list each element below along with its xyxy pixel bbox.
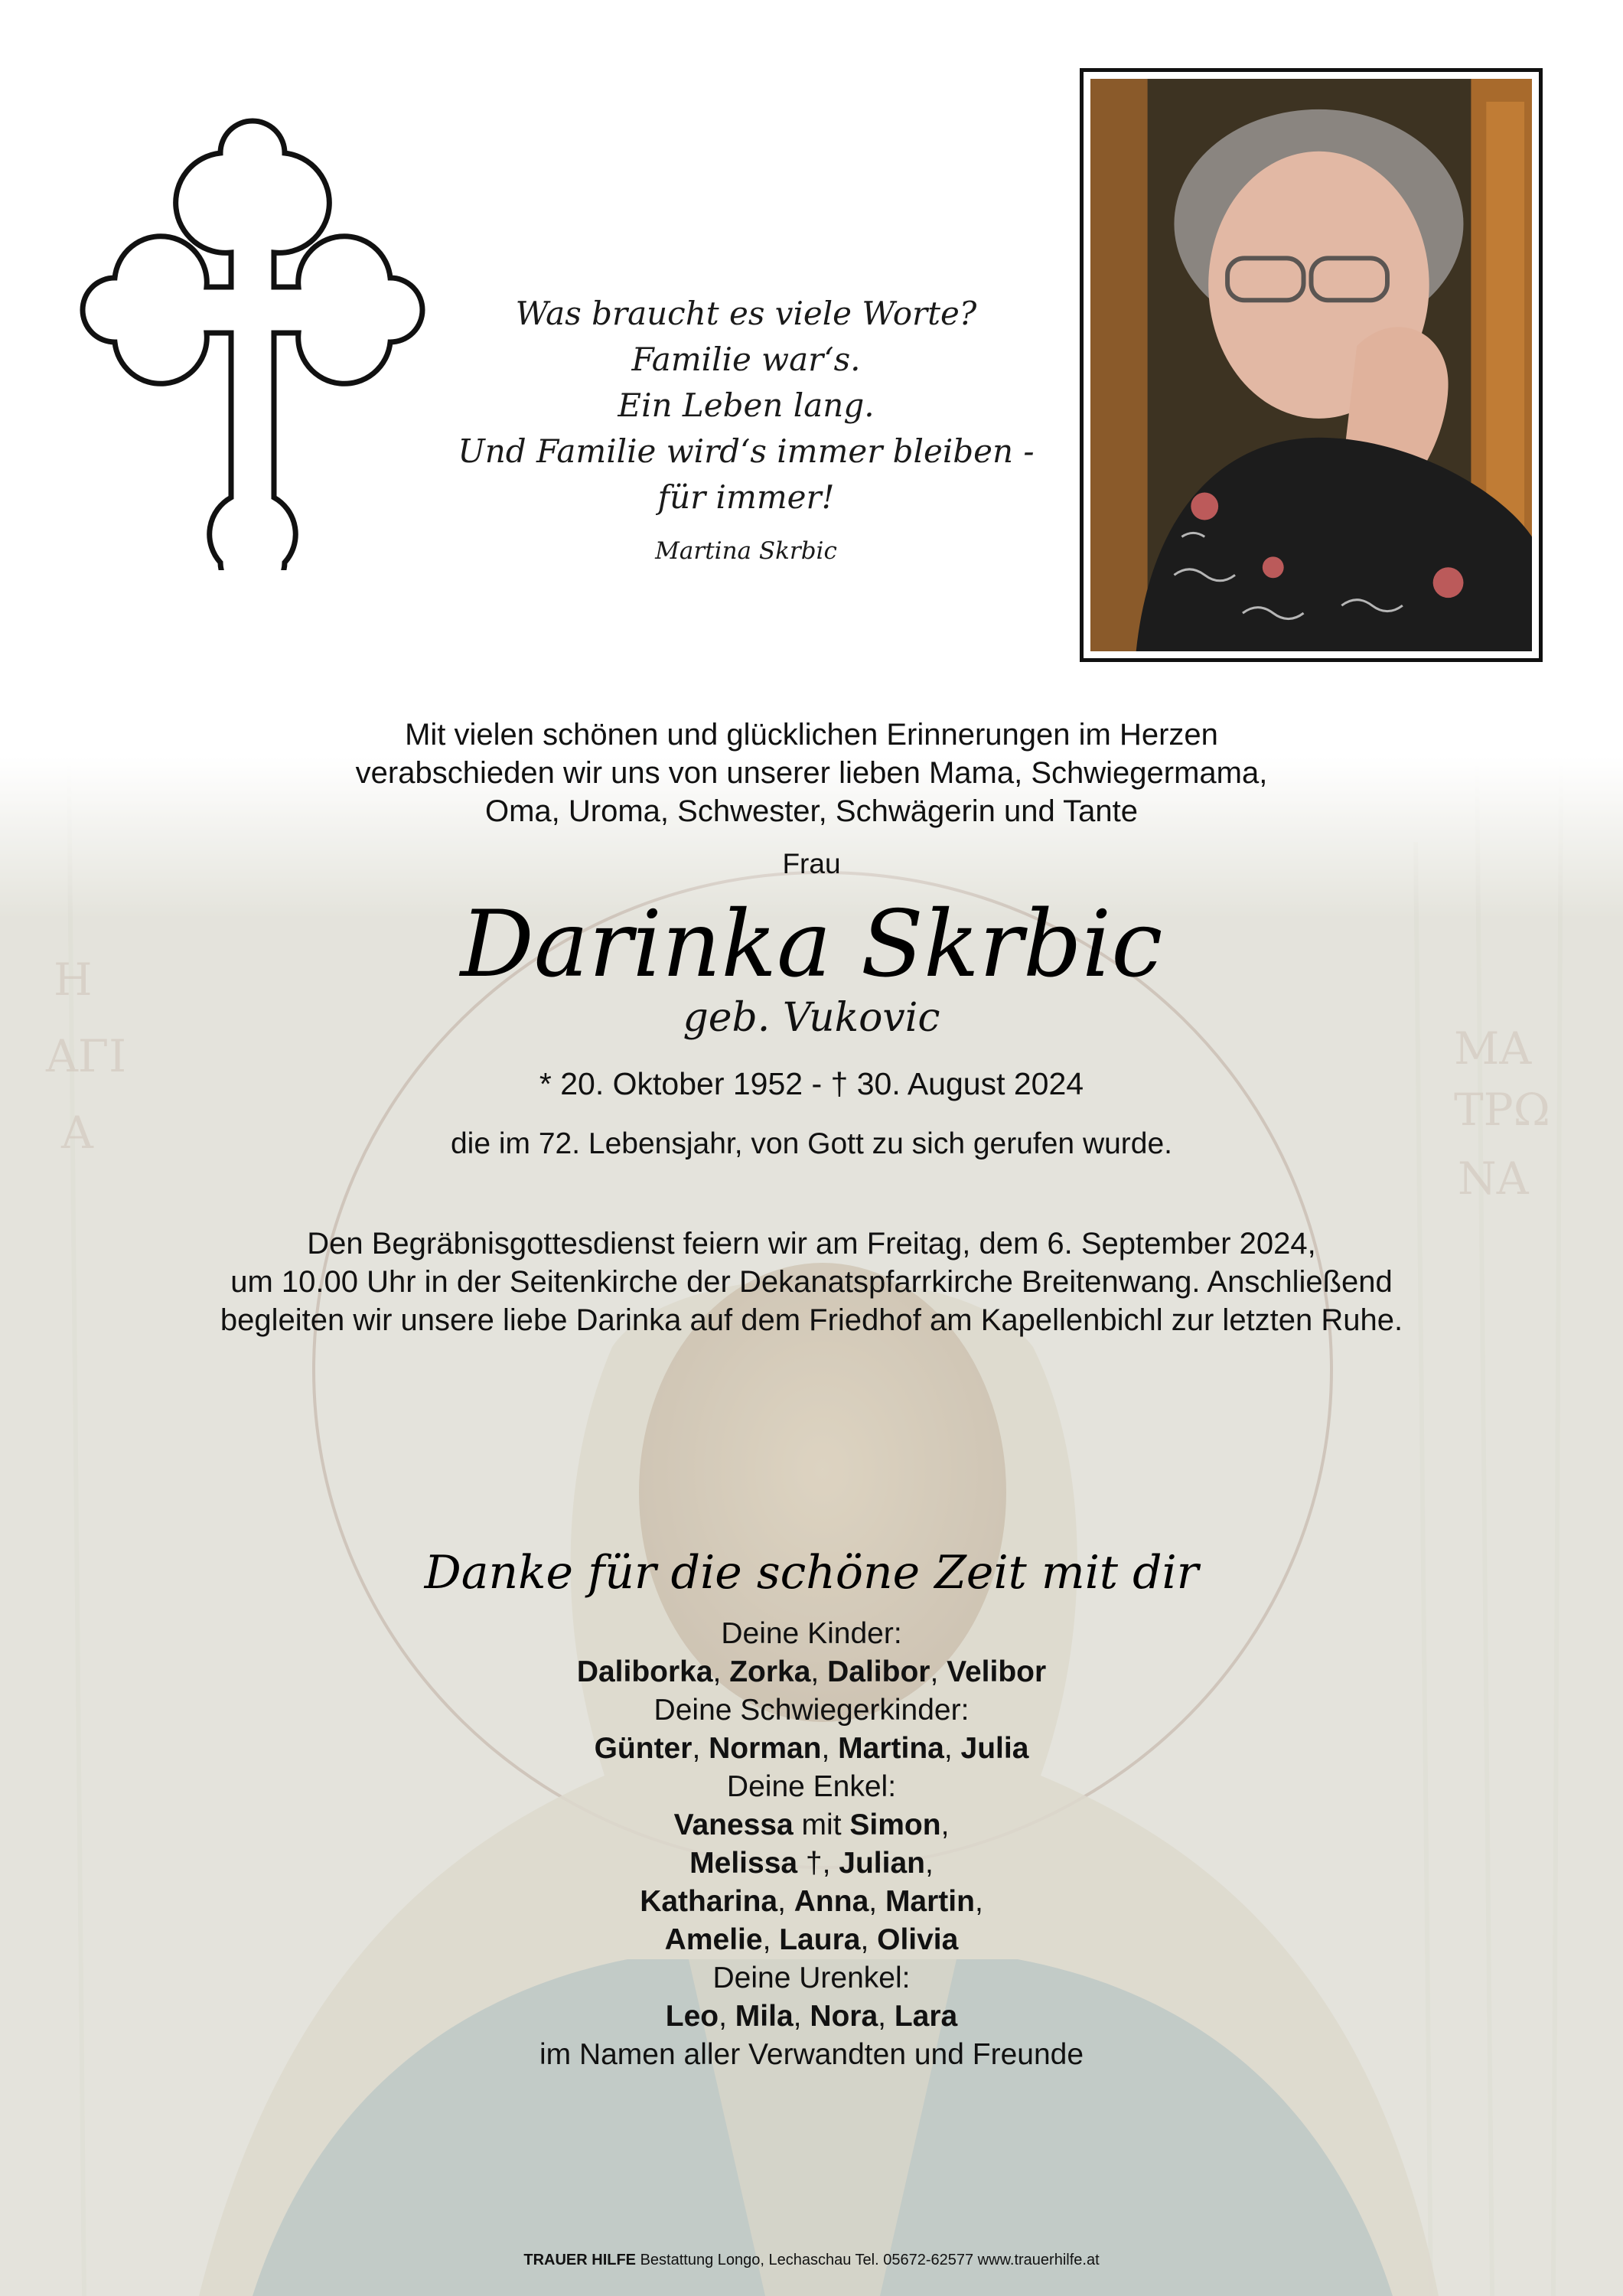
cross-icon bbox=[77, 111, 429, 570]
children-in-law-label: Deine Schwiegerkinder: bbox=[653, 1694, 970, 1727]
deceased-cross: †, bbox=[797, 1847, 839, 1880]
connector: mit bbox=[793, 1808, 850, 1841]
grandchildren-label: Deine Enkel: bbox=[726, 1770, 897, 1803]
footer bbox=[0, 2252, 1623, 2269]
grandchildren-row: Vanessa mit Simon, bbox=[673, 1808, 950, 1841]
name: Lara bbox=[894, 2000, 958, 2033]
life-dates: * 20. Oktober 1952 - † 30. August 2024 bbox=[539, 1066, 1084, 1101]
quote-line: Ein Leben lang. bbox=[618, 386, 875, 424]
great-grandchildren-label: Deine Urenkel: bbox=[712, 1962, 911, 1994]
name: Julia bbox=[960, 1732, 1029, 1765]
name: Katharina bbox=[640, 1885, 778, 1918]
service-line: begleiten wir unsere liebe Darinka auf dem Friedhof am Kapellenbichl zur letzten Ruhe. bbox=[220, 1303, 1403, 1337]
children-names: Daliborka, Zorka, Dalibor, Velibor bbox=[576, 1655, 1047, 1688]
quote-line: Was braucht es viele Worte? bbox=[515, 295, 977, 332]
great-grandchildren-names: Leo, Mila, Nora, Lara bbox=[665, 2000, 958, 2033]
name: Martin bbox=[885, 1885, 975, 1918]
name: Olivia bbox=[877, 1923, 959, 1956]
grandchildren-row: Melissa †, Julian, bbox=[689, 1847, 934, 1880]
name: Günter bbox=[594, 1732, 693, 1765]
name: Vanessa bbox=[673, 1808, 794, 1841]
name: Amelie bbox=[664, 1923, 763, 1956]
intro-line: Oma, Uroma, Schwester, Schwägerin und Tante bbox=[484, 794, 1138, 828]
portrait-photo bbox=[1090, 79, 1532, 651]
portrait-photo-frame bbox=[1080, 68, 1543, 662]
footer-text: Bestattung Longo, Lechaschau Tel. 05672-62577 www.trauerhilfe.at bbox=[636, 2252, 1100, 2268]
quote-line: für immer! bbox=[657, 478, 835, 516]
age-text: die im 72. Lebensjahr, von Gott zu sich gerufen wurde. bbox=[450, 1127, 1173, 1160]
thanks-heading: Danke für die schöne Zeit mit dir bbox=[424, 1546, 1199, 1600]
name: Melissa bbox=[689, 1847, 798, 1880]
salutation: Frau bbox=[782, 848, 841, 879]
service-line: um 10.00 Uhr in der Seitenkirche der Dekanatspfarrkirche Breitenwang. Anschließend bbox=[230, 1265, 1393, 1299]
intro-text bbox=[153, 716, 1470, 830]
name: Velibor bbox=[947, 1655, 1047, 1688]
family-list bbox=[0, 1615, 1623, 2074]
grandchildren-row: Amelie, Laura, Olivia bbox=[664, 1923, 959, 1956]
memorial-quote bbox=[429, 291, 1064, 565]
deceased-name: Darinka Skrbic bbox=[460, 892, 1163, 998]
name: Julian bbox=[839, 1847, 925, 1880]
quote-line: Familie war‘s. bbox=[631, 341, 861, 378]
name: Laura bbox=[779, 1923, 861, 1956]
intro-line: Mit vielen schönen und glücklichen Erinnerungen im Herzen bbox=[405, 718, 1218, 752]
service-line: Den Begräbnisgottesdienst feiern wir am Freitag, dem 6. September 2024, bbox=[307, 1227, 1316, 1261]
name: Zorka bbox=[729, 1655, 811, 1688]
quote-line: Und Familie wird‘s immer bleiben - bbox=[458, 432, 1035, 470]
intro-line: verabschieden wir uns von unserer lieben Mama, Schwiegermama, bbox=[355, 756, 1268, 790]
name: Dalibor bbox=[827, 1655, 930, 1688]
funeral-service-text bbox=[115, 1225, 1508, 1339]
name: Martina bbox=[838, 1732, 944, 1765]
name: Daliborka bbox=[576, 1655, 713, 1688]
maiden-name: geb. Vukovic bbox=[683, 995, 940, 1041]
children-in-law-names: Günter, Norman, Martina, Julia bbox=[594, 1732, 1029, 1765]
name: Leo bbox=[665, 2000, 719, 2033]
name: Mila bbox=[735, 2000, 794, 2033]
name: Anna bbox=[794, 1885, 869, 1918]
name: Norman bbox=[709, 1732, 822, 1765]
footer-brand: TRAUER HILFE bbox=[523, 2252, 637, 2268]
name: Simon bbox=[849, 1808, 941, 1841]
quote-author: Martina Skrbic bbox=[655, 537, 837, 565]
grandchildren-row: Katharina, Anna, Martin, bbox=[640, 1885, 983, 1918]
name: Nora bbox=[810, 2000, 878, 2033]
children-label: Deine Kinder: bbox=[721, 1617, 902, 1650]
closing-line: im Namen aller Verwandten und Freunde bbox=[539, 2038, 1084, 2071]
